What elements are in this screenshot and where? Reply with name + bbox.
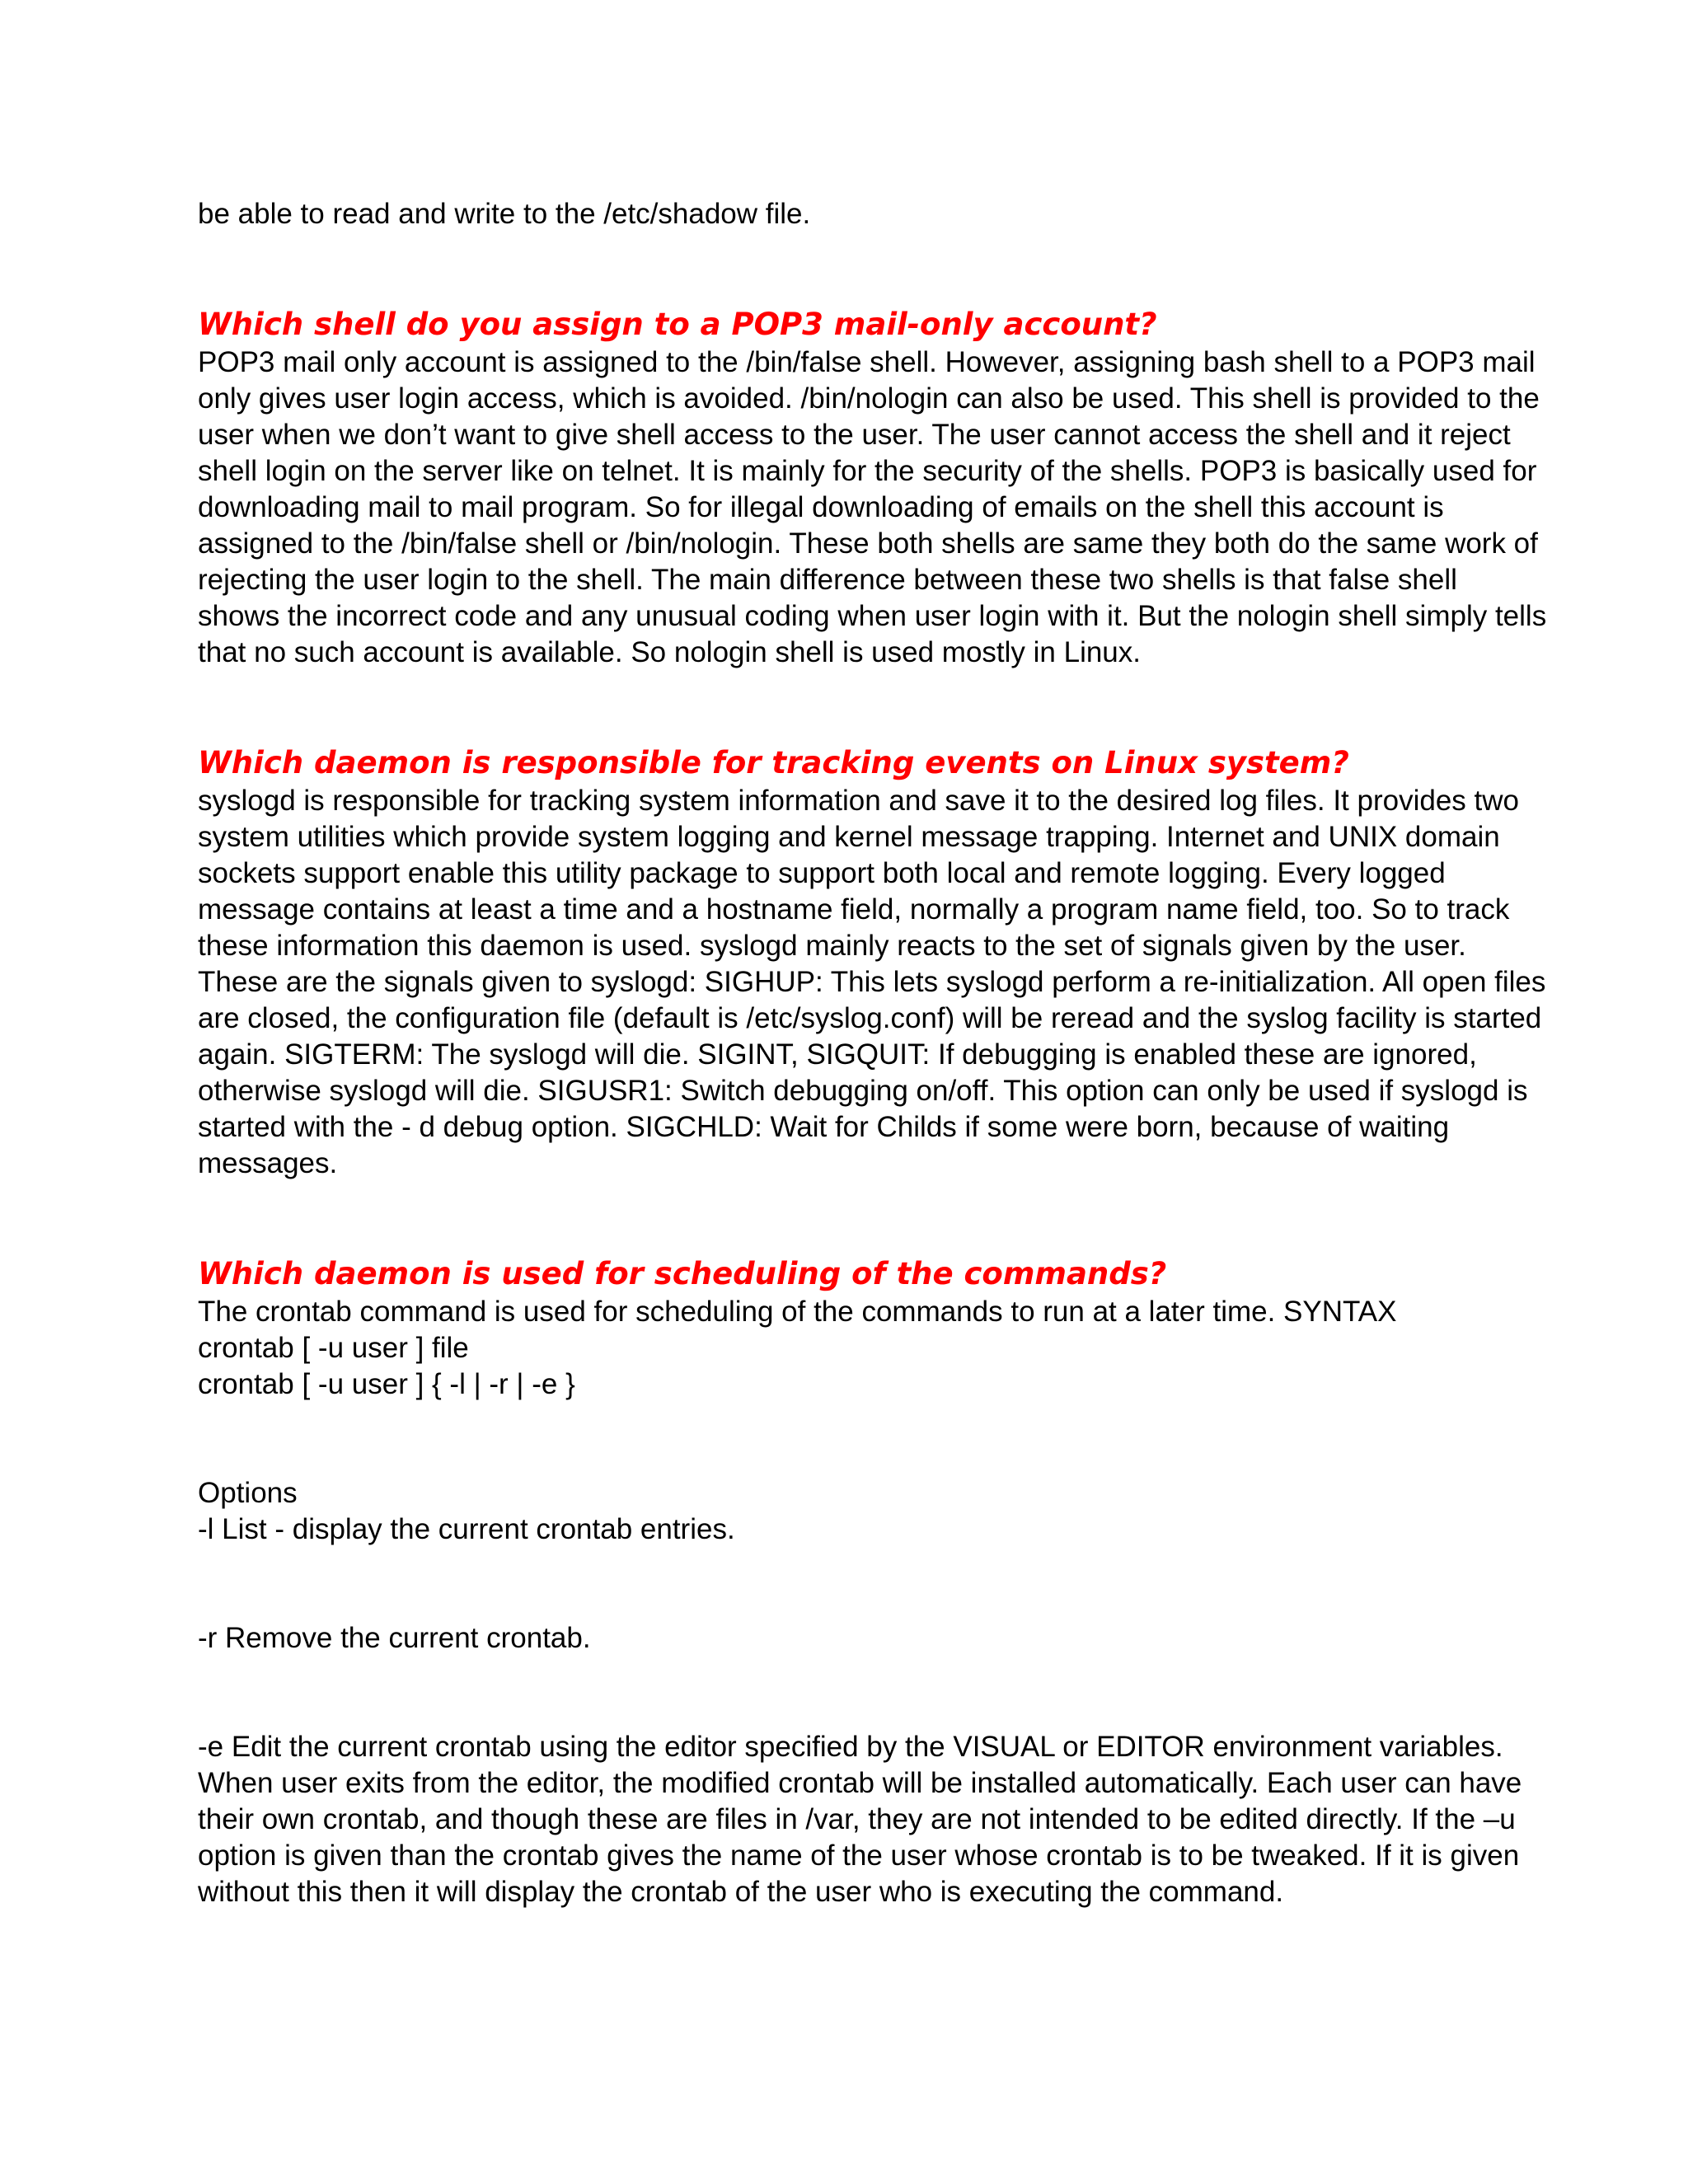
body-line: downloading mail to mail program. So for illegal downloading of emails on the shell this account is xyxy=(198,491,1444,523)
body-line: These are the signals given to syslogd: SIGHUP: This lets syslogd perform a re-initialization. All open files xyxy=(198,966,1546,998)
syntax-line: crontab [ -u user ] file xyxy=(198,1332,469,1364)
section-body-syslogd xyxy=(198,783,1546,1182)
body-line: When user exits from the editor, the modified crontab will be installed automatically. Each user can have xyxy=(198,1767,1522,1799)
body-line: again. SIGTERM: The syslogd will die. SIGINT, SIGQUIT: If debugging is enabled these are ignored, xyxy=(198,1038,1477,1071)
options-block xyxy=(198,1475,1508,1548)
body-line: system utilities which provide system logging and kernel message trapping. Internet and UNIX domain xyxy=(198,821,1500,853)
option-edit-paragraph xyxy=(198,1729,1522,1910)
intro-paragraph xyxy=(198,196,1508,232)
section-heading-pop3: Which shell do you assign to a POP3 mail-only account? xyxy=(198,307,1157,342)
body-line: shows the incorrect code and any unusual coding when user login with it. But the nologin shell simply tells xyxy=(198,600,1547,632)
spacer xyxy=(198,1403,1508,1475)
body-line: option is given than the crontab gives the name of the user whose crontab is to be tweaked. If it is given xyxy=(198,1840,1520,1872)
intro-line: be able to read and write to the /etc/shadow file. xyxy=(198,198,811,230)
body-line: these information this daemon is used. syslogd mainly reacts to the set of signals given by the user. xyxy=(198,930,1466,962)
spacer xyxy=(198,671,1508,743)
syntax-line: crontab [ -u user ] { -l | -r | -e } xyxy=(198,1368,575,1400)
body-line: started with the - d debug option. SIGCHLD: Wait for Childs if some were born, because of waiting xyxy=(198,1111,1450,1143)
body-line: only gives user login access, which is avoided. /bin/nologin can also be used. This shell is provided to the xyxy=(198,382,1540,415)
body-line: POP3 mail only account is assigned to the /bin/false shell. However, assigning bash shell to a POP3 mail xyxy=(198,346,1536,378)
body-line: message contains at least a time and a hostname field, normally a program name field, too. So to track xyxy=(198,893,1510,926)
option-remove: -r Remove the current crontab. xyxy=(198,1622,591,1654)
body-line: shell login on the server like on telnet. It is mainly for the security of the shells. POP3 is basically used for xyxy=(198,455,1537,487)
spacer xyxy=(198,1548,1508,1620)
body-line: rejecting the user login to the shell. The main difference between these two shells is that false shell xyxy=(198,564,1457,596)
options-title: Options xyxy=(198,1477,298,1509)
body-line: their own crontab, and though these are files in /var, they are not intended to be edited directly. If the –u xyxy=(198,1803,1516,1835)
spacer xyxy=(198,1182,1508,1254)
body-line: are closed, the configuration file (default is /etc/syslog.conf) will be reread and the syslog facility is started xyxy=(198,1002,1542,1034)
body-line: The crontab command is used for scheduling of the commands to run at a later time. SYNTAX xyxy=(198,1296,1397,1328)
body-line: -e Edit the current crontab using the editor specified by the VISUAL or EDITOR environment variables. xyxy=(198,1731,1503,1763)
section-heading-crontab: Which daemon is used for scheduling of the commands? xyxy=(198,1256,1167,1291)
body-line: syslogd is responsible for tracking system information and save it to the desired log files. It provides two xyxy=(198,785,1519,817)
option-remove-paragraph xyxy=(198,1620,1508,1657)
body-line: user when we don’t want to give shell access to the user. The user cannot access the shell and it reject xyxy=(198,419,1511,451)
option-list: -l List - display the current crontab entries. xyxy=(198,1513,735,1545)
body-line: otherwise syslogd will die. SIGUSR1: Switch debugging on/off. This option can only be used if syslogd is xyxy=(198,1075,1528,1107)
document-content xyxy=(198,196,1547,1910)
body-line: assigned to the /bin/false shell or /bin/nologin. These both shells are same they both do the same work of xyxy=(198,527,1538,560)
section-heading-syslogd: Which daemon is responsible for tracking events on Linux system? xyxy=(198,745,1349,780)
spacer xyxy=(198,1657,1508,1729)
body-line: without this then it will display the crontab of the user who is executing the command. xyxy=(198,1876,1284,1908)
section-body-crontab xyxy=(198,1294,1508,1403)
body-line: that no such account is available. So nologin shell is used mostly in Linux. xyxy=(198,636,1141,668)
section-body-pop3 xyxy=(198,344,1547,671)
body-line: messages. xyxy=(198,1147,338,1179)
body-line: sockets support enable this utility package to support both local and remote logging. Every logged xyxy=(198,857,1446,889)
spacer xyxy=(198,232,1508,305)
